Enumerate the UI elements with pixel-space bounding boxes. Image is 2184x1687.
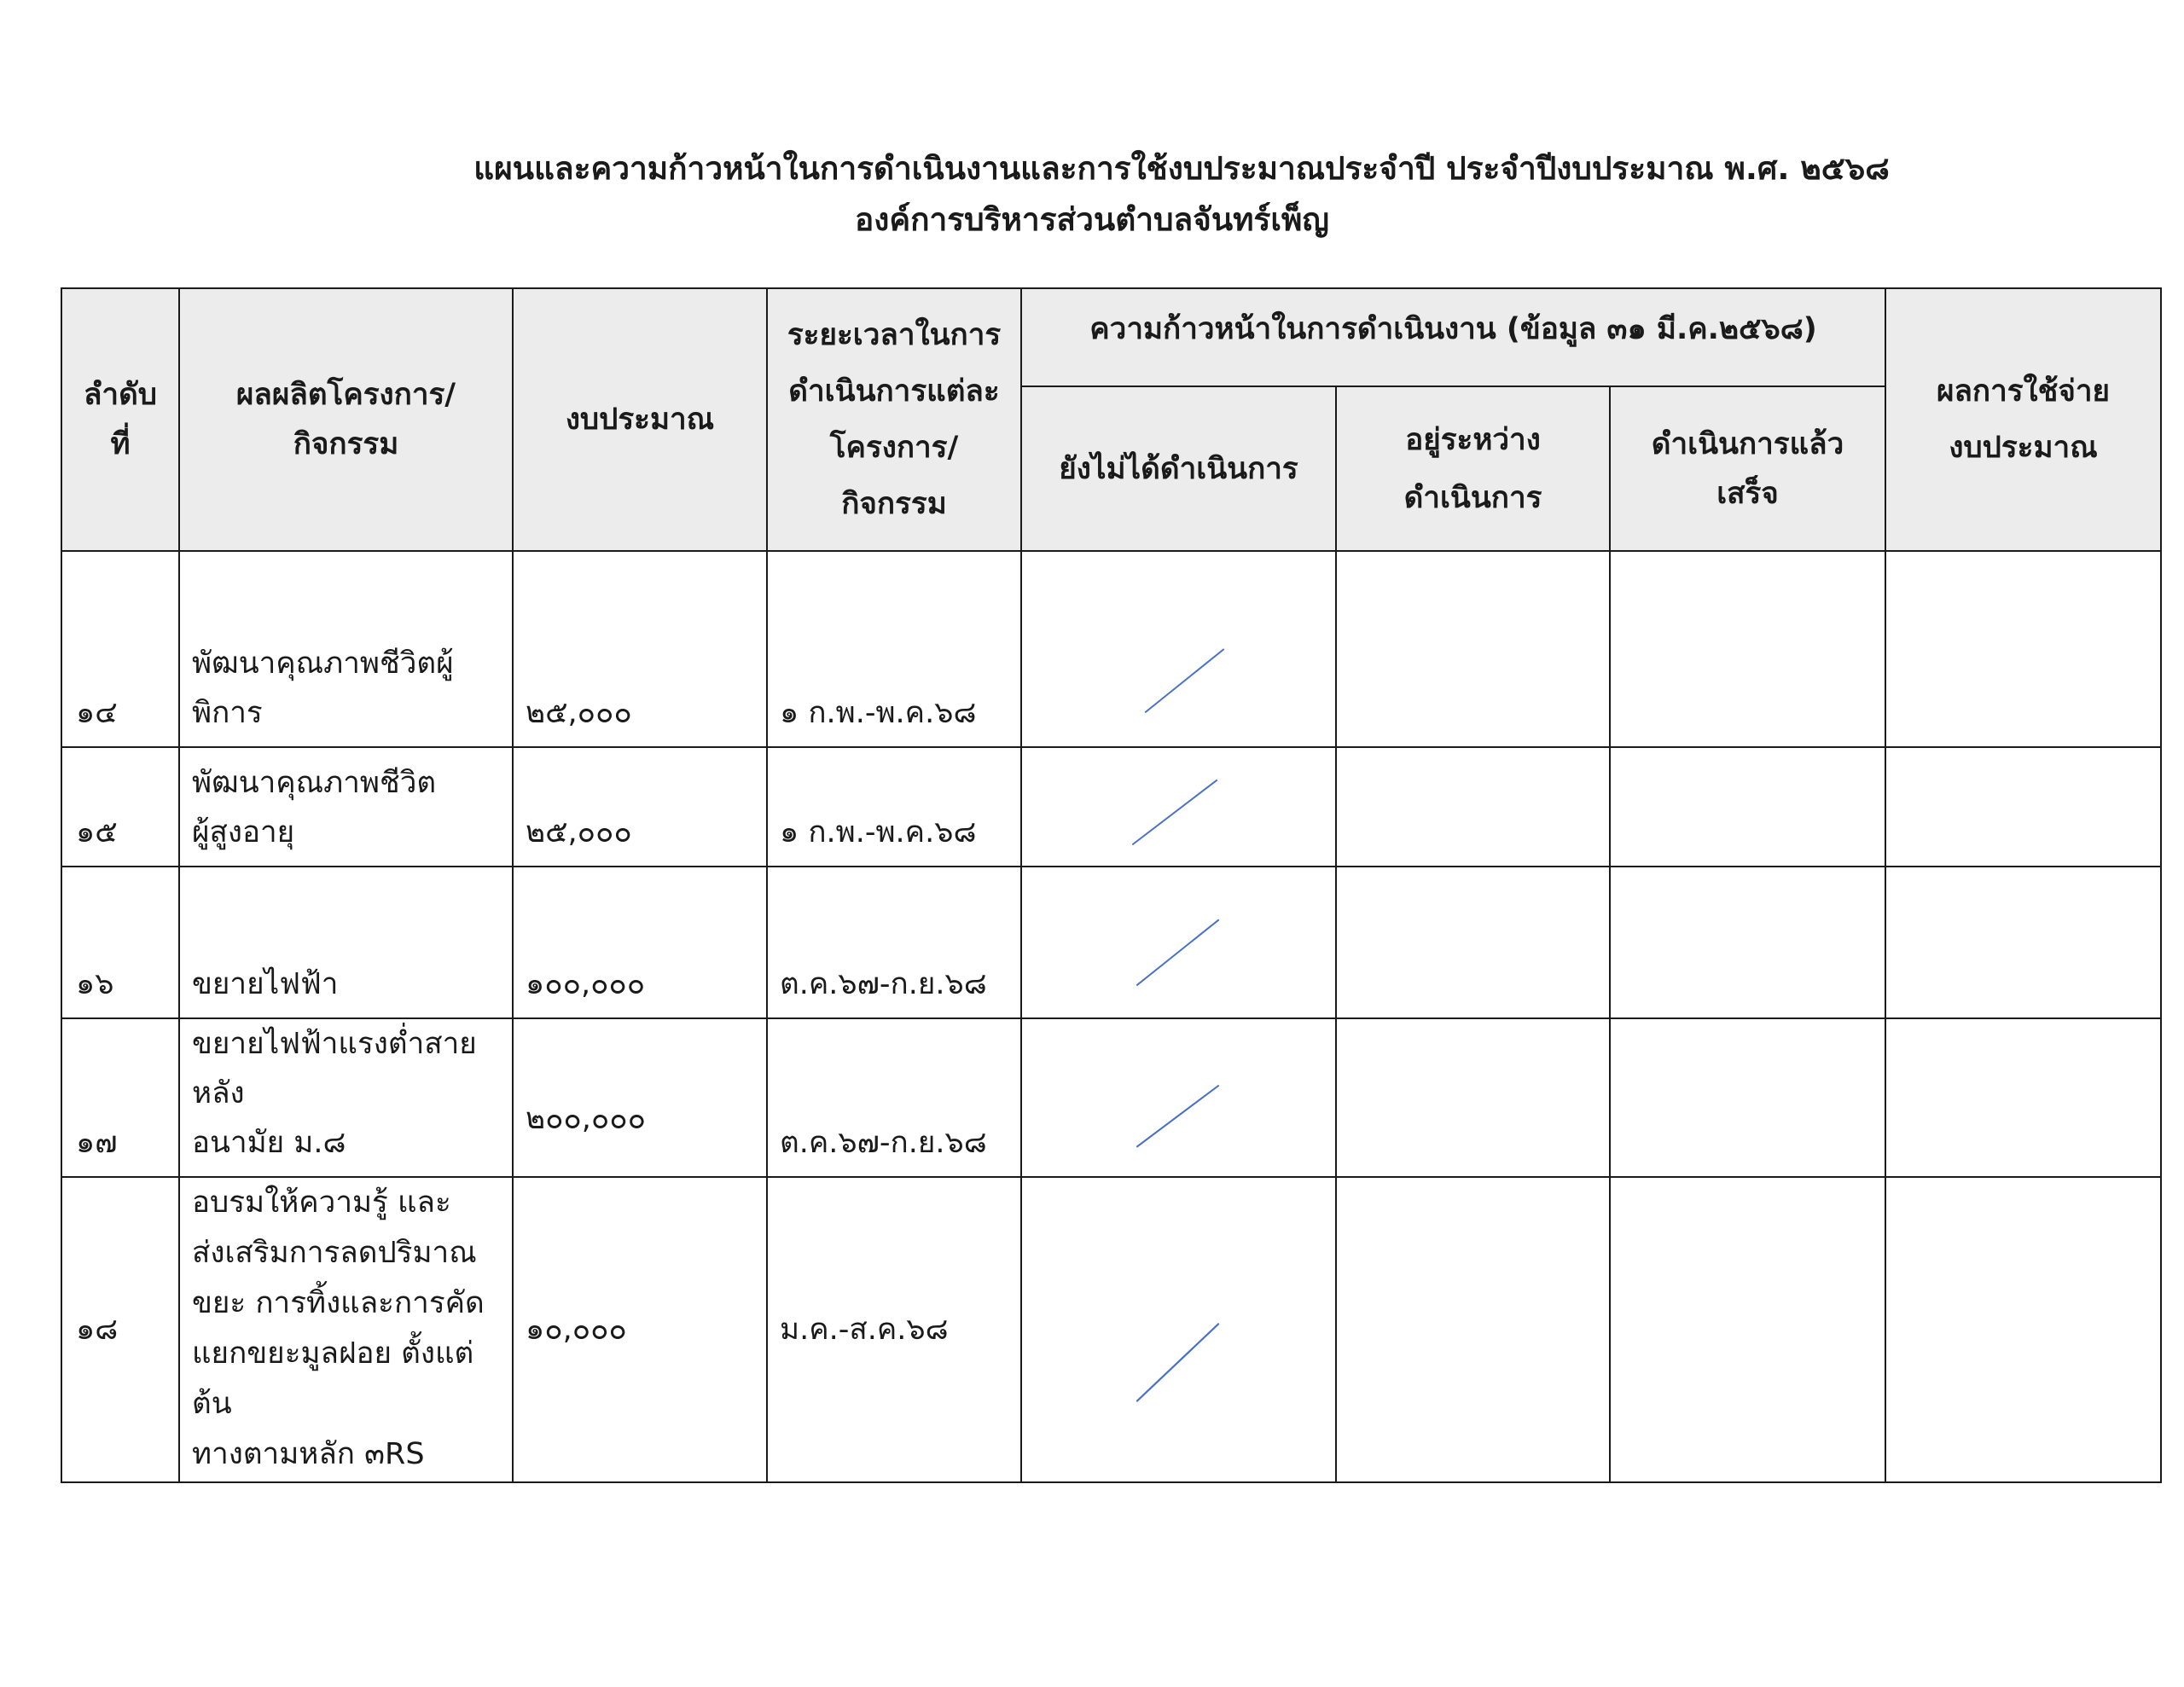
row-no: ๑๘ (61, 1177, 179, 1482)
table-row (61, 1177, 2161, 1482)
row-project-line: อบรมให้ความรู้ และ (192, 1186, 451, 1220)
header-project (179, 288, 513, 551)
row-not-started-cell (1021, 1018, 1336, 1177)
header-completed: ดำเนินการแล้วเสร็จ (1610, 386, 1885, 551)
row-period: ม.ค.-ส.ค.๖๘ (767, 1177, 1021, 1482)
row-no: ๑๗ (61, 1018, 179, 1177)
row-not-started-cell (1021, 867, 1336, 1018)
row-in-progress-cell (1336, 551, 1610, 747)
row-project (179, 1177, 513, 1482)
table-row (61, 1018, 2161, 1177)
row-project-line: ทางตามหลัก ๓RS (192, 1437, 425, 1471)
row-spending-cell (1885, 551, 2161, 747)
check-stroke-icon (1022, 1178, 1335, 1481)
row-project (179, 551, 513, 747)
row-not-started-cell (1021, 551, 1336, 747)
row-period: ต.ค.๖๗-ก.ย.๖๘ (767, 1018, 1021, 1177)
row-budget: ๑๐๐,๐๐๐ (513, 867, 767, 1018)
row-project-line: ส่งเสริมการลดปริมาณ (192, 1236, 477, 1270)
header-no (61, 288, 179, 551)
row-project-line: อนามัย ม.๘ (192, 1126, 346, 1160)
row-completed-cell (1610, 1018, 1885, 1177)
row-not-started-cell (1021, 1177, 1336, 1482)
header-spending (1885, 288, 2161, 551)
row-project-line: ขยายไฟฟ้าแรงต่ำสายหลัง (192, 1027, 477, 1110)
row-budget: ๒๕,๐๐๐ (513, 747, 767, 867)
row-spending-cell (1885, 747, 2161, 867)
row-in-progress-cell (1336, 1177, 1610, 1482)
row-completed-cell (1610, 551, 1885, 747)
row-project-line: พัฒนาคุณภาพชีวิตผู้พิการ (192, 646, 454, 730)
check-stroke-icon (1022, 1019, 1335, 1176)
header-not-started: ยังไม่ได้ดำเนินการ (1021, 386, 1336, 551)
row-spending-cell (1885, 1177, 2161, 1482)
header-in-progress (1336, 386, 1610, 551)
row-project-line: ขยะ การทิ้งและการคัด (192, 1286, 485, 1320)
table-row (61, 867, 2161, 1018)
row-in-progress-cell (1336, 867, 1610, 1018)
check-stroke-icon (1022, 867, 1335, 1017)
row-no: ๑๖ (61, 867, 179, 1018)
row-completed-cell (1610, 1177, 1885, 1482)
header-spending-line-1: ผลการใช้จ่าย (1936, 374, 2111, 409)
row-budget: ๑๐,๐๐๐ (513, 1177, 767, 1482)
table-row (61, 551, 2161, 747)
header-in-progress-line-2: ดำเนินการ (1403, 480, 1542, 515)
row-project (179, 1018, 513, 1177)
row-spending-cell (1885, 867, 2161, 1018)
title-line-2: องค์การบริหารส่วนตำบลจันทร์เพ็ญ (855, 201, 1329, 238)
header-project-line-2: กิจกรรม (293, 427, 399, 461)
row-project-line: ผู้สูงอายุ (192, 815, 295, 849)
header-no-line-2: ที่ (110, 427, 131, 461)
row-budget: ๒๐๐,๐๐๐ (513, 1018, 767, 1177)
row-in-progress-cell (1336, 747, 1610, 867)
row-project (179, 867, 513, 1018)
row-in-progress-cell (1336, 1018, 1610, 1177)
plan-progress-table (61, 287, 2162, 1483)
header-in-progress-line-1: อยู่ระหว่าง (1405, 422, 1541, 457)
table-row (61, 747, 2161, 867)
row-project (179, 747, 513, 867)
row-project-line: ขยายไฟฟ้า (192, 967, 339, 1001)
row-project-line: แยกขยะมูลฝอย ตั้งแต่ต้น (192, 1336, 474, 1421)
check-stroke-icon (1022, 748, 1335, 866)
row-no: ๑๕ (61, 747, 179, 867)
header-period-line-1: ระยะเวลาในการ (787, 318, 1002, 352)
header-spending-line-2: งบประมาณ (1949, 431, 2098, 465)
row-completed-cell (1610, 747, 1885, 867)
row-completed-cell (1610, 867, 1885, 1018)
row-project-line: พัฒนาคุณภาพชีวิต (192, 766, 437, 800)
check-stroke-icon (1022, 552, 1335, 746)
document-title (0, 143, 2184, 246)
row-spending-cell (1885, 1018, 2161, 1177)
header-period-line-2: ดำเนินการแต่ละ (788, 374, 1000, 409)
header-period-line-3: โครงการ/กิจกรรม (829, 431, 959, 521)
row-period: ๑ ก.พ.-พ.ค.๖๘ (767, 747, 1021, 867)
header-project-line-1: ผลผลิตโครงการ/ (235, 378, 456, 412)
row-budget: ๒๕,๐๐๐ (513, 551, 767, 747)
row-no: ๑๔ (61, 551, 179, 747)
header-progress-group: ความก้าวหน้าในการดำเนินงาน (ข้อมูล ๓๑ มี.ค.๒๕๖๘) (1021, 288, 1885, 386)
row-period: ต.ค.๖๗-ก.ย.๖๘ (767, 867, 1021, 1018)
header-period (767, 288, 1021, 551)
title-line-1: แผนและความก้าวหน้าในการดำเนินงานและการใช้งบประมาณประจำปี ประจำปีงบประมาณ พ.ศ. ๒๕๖๘ (473, 150, 1890, 187)
header-budget: งบประมาณ (513, 288, 767, 551)
header-no-line-1: ลำดับ (83, 378, 158, 412)
row-not-started-cell (1021, 747, 1336, 867)
row-period: ๑ ก.พ.-พ.ค.๖๘ (767, 551, 1021, 747)
